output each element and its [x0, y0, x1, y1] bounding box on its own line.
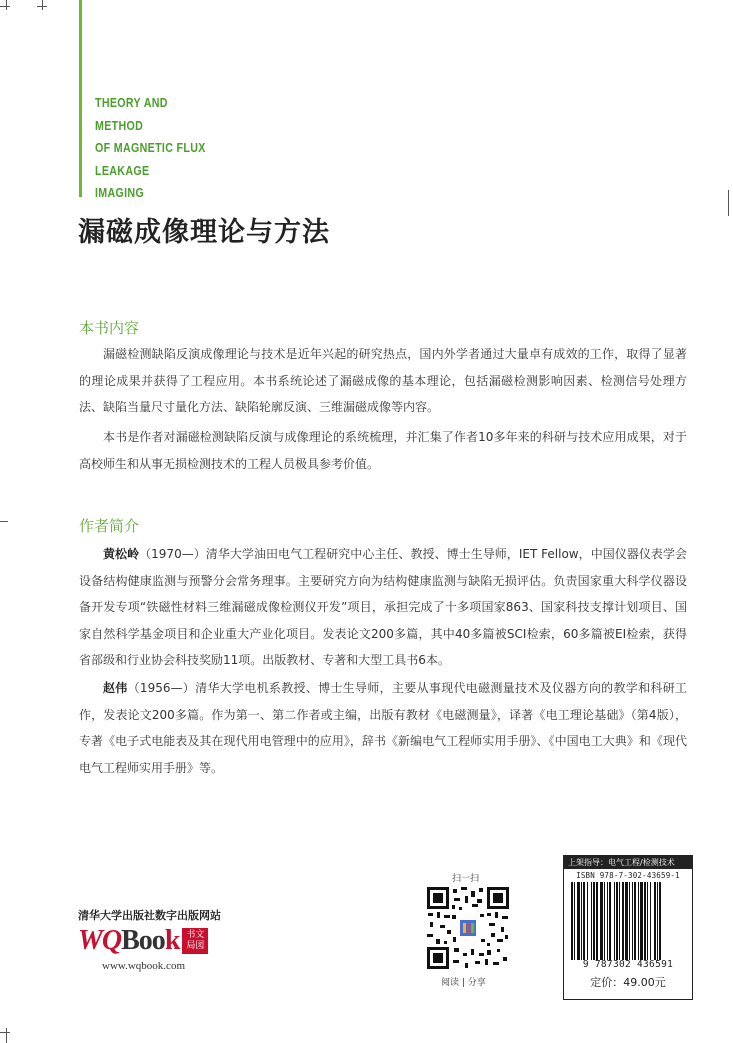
qr-caption: 阅读 | 分享 [441, 978, 486, 988]
english-title-line: METHOD [95, 117, 144, 133]
crop-mark-top-mid-v [42, 0, 43, 10]
author-bio-text: （1970—）清华大学油田电气工程研究中心主任、教授、博士生导师，IET Fellow，中国仪器仪表学会设备结构健康监测与预警分会常务理事。主要研究方向为结构健康监测与缺陷无损评估。负责国家重大科学仪器设备开发专项“铁磁性材料三维漏磁成像检测仪开发”项目，承担完成了十多项国家863、国家科技支撑计划项目、国家自然科学基金项目和企业重大产业化项目。发表论文200多篇，其中40多篇被SCI检索，60多篇被EI检索，获得省部级和行业协会科技奖励11项。出版教材、专著和大型工具书6本。 [79, 547, 687, 667]
crop-mark-top-left-h [0, 6, 10, 7]
english-title-line: OF MAGNETIC FLUX [95, 140, 206, 156]
author-bio [79, 541, 687, 674]
content-paragraph: 本书是作者对漏磁检测缺陷反演与成像理论的系统梳理，并汇集了作者10多年来的科研与技术应用成果，对于高校师生和从事无损检测技术的工程人员极具参考价值。 [79, 430, 687, 471]
english-title-line: IMAGING [95, 185, 145, 201]
english-title-line: LEAKAGE [95, 162, 150, 178]
scan-label: 扫一扫 [452, 874, 480, 884]
crop-mark-bottom-left-v [6, 1028, 7, 1043]
author-name: 黄松岭 [103, 547, 140, 561]
content-paragraph: 漏磁检测缺陷反演成像理论与技术是近年兴起的研究热点，国内外学者通过大量卓有成效的工作，取得了显著的理论成果并获得了工程应用。本书系统论述了漏磁成像的基本理论，包括漏磁检测影响因素、检测信号处理方法、缺陷当量尺寸量化方法、缺陷轮廓反演、三维漏磁成像等内容。 [79, 347, 687, 414]
crop-mark-top-left-v [6, 0, 7, 10]
author-name: 赵伟 [103, 681, 128, 695]
isbn-text: ISBN 978-7-302-43659-1 [576, 871, 680, 880]
crop-mark-bottom-left-h [0, 1032, 10, 1033]
content-section-heading: 本书内容 [79, 319, 140, 337]
chinese-title: 漏磁成像理论与方法 [78, 217, 330, 248]
english-title [95, 92, 230, 205]
logo-badge: 书文 局図 [182, 928, 208, 954]
publisher-url[interactable]: www.wqbook.com [102, 960, 185, 972]
barcode-digits: 9 787302 436591 [582, 959, 674, 970]
author-bio-text: （1956—）清华大学电机系教授、博士生导师，主要从事现代电磁测量技术及仪器方向的教学和科研工作，发表论文200多篇。作为第一、第二作者或主编，出版有教材《电磁测量》，译著《电工理论基础》（第4版），专著《电子式电能表及其在现代用电管理中的应用》，辞书《新编电气工程师实用手册》、《中国电工大典》和《现代电气工程师实用手册》等。 [79, 681, 687, 775]
shelf-guide: 上架指导：电气工程/检测技术 [564, 856, 692, 869]
crop-mark-right-v [728, 190, 729, 216]
price: 定价：49.00元 [590, 976, 666, 989]
publisher-logo [78, 925, 208, 957]
qr-code[interactable] [427, 887, 509, 969]
publisher-name: 清华大学出版社数字出版网站 [78, 909, 221, 922]
isbn-block [563, 855, 693, 1000]
english-title-line: THEORY AND [95, 95, 168, 110]
barcode [569, 882, 687, 960]
author-section-heading: 作者简介 [79, 517, 140, 535]
logo-text: WQ Boo k [78, 925, 180, 956]
author-bio [79, 675, 687, 781]
accent-rule [79, 0, 82, 197]
crop-mark-left-mid [0, 521, 8, 522]
